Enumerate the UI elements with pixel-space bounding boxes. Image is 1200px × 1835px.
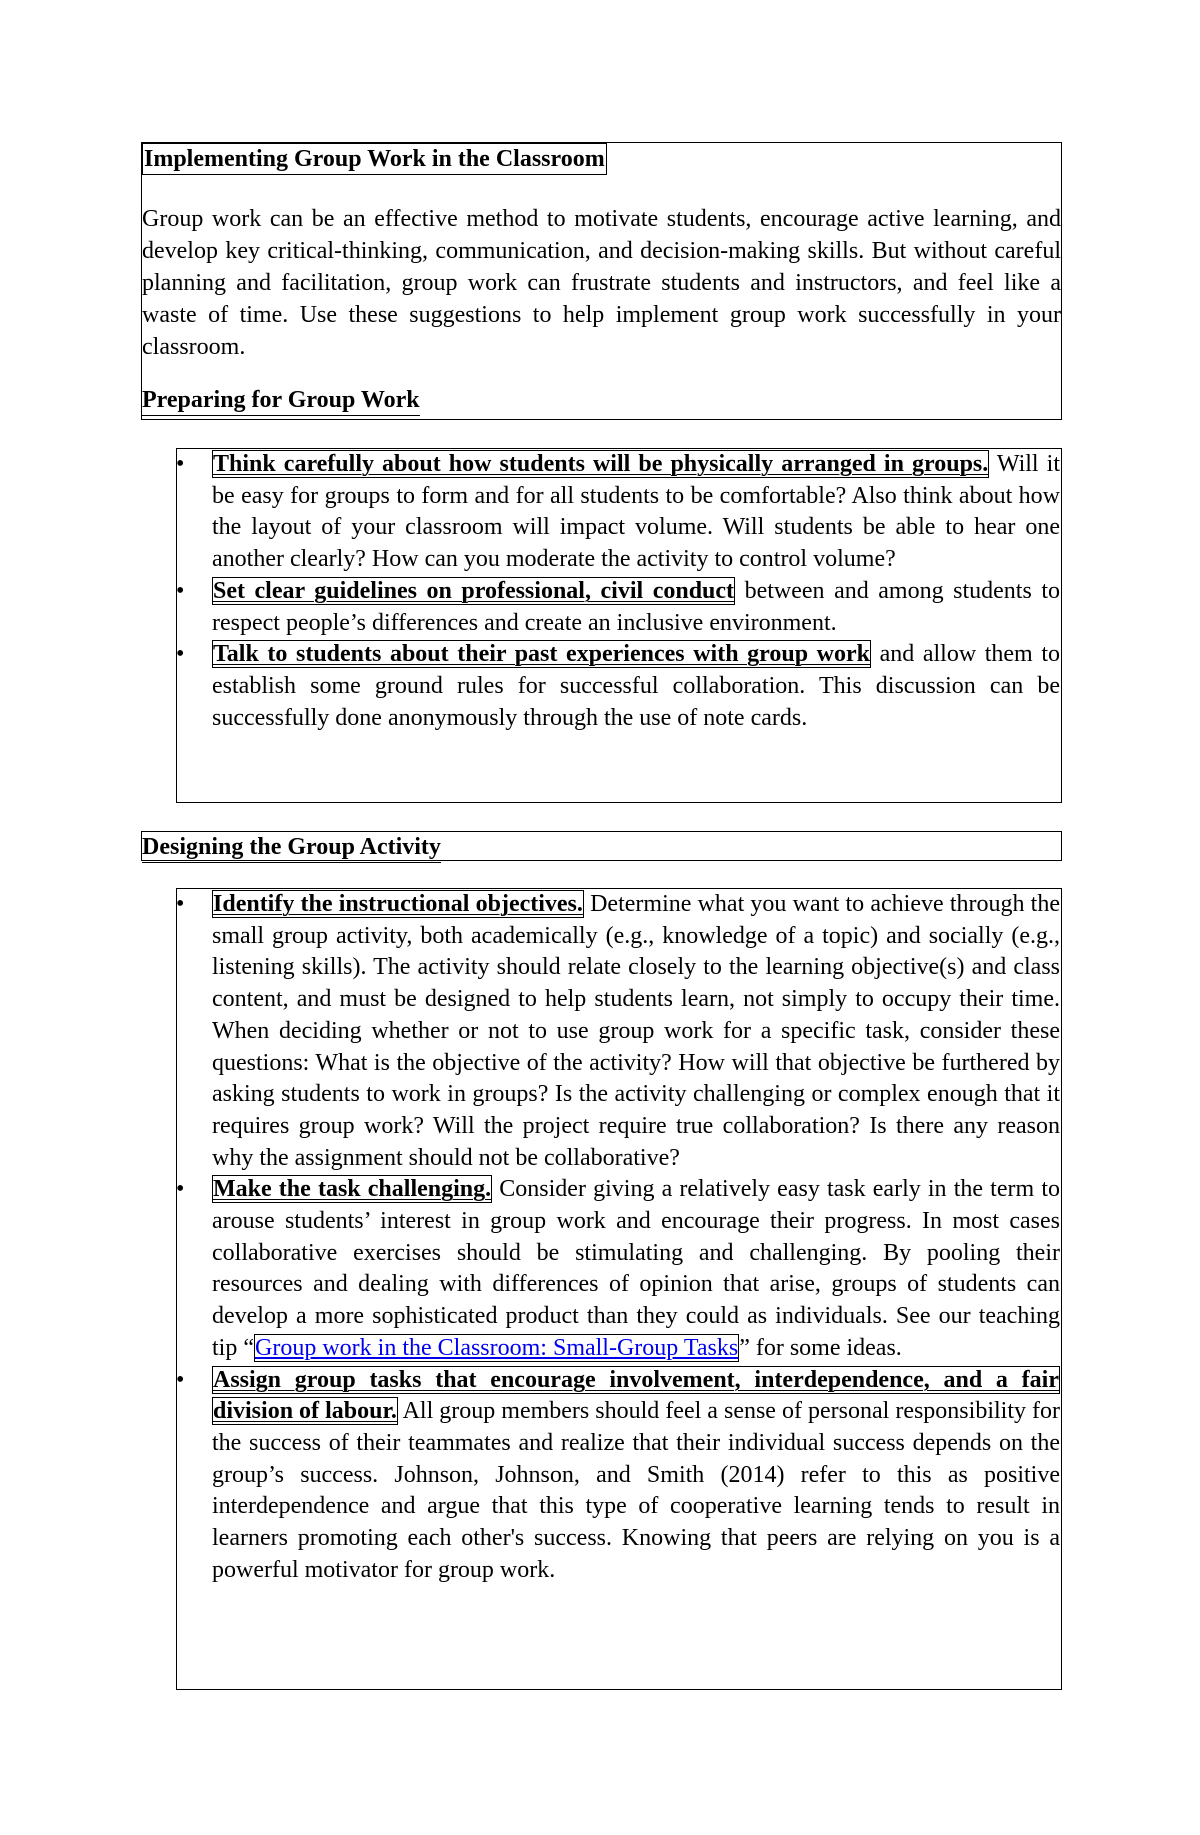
intro-paragraph: Group work can be an effective method to motivate students, encourage active learning, and develop key critical-thinking, communication, and decision-making skills. But without careful planning and facilitation, group work can frustrate students and instructors, and feel like a waste of time. Use these suggestions to help implement group work successfully in your classroom. (142, 206, 1061, 360)
bullet-icon: • (176, 891, 185, 917)
item-lead: Set clear guidelines on professional, civil conduct (213, 577, 735, 604)
bullet-icon: • (176, 1176, 185, 1203)
list-item (176, 576, 1060, 639)
list-item (176, 639, 1060, 734)
item-body-after-link: ” for some ideas. (739, 1334, 902, 1361)
item-lead: Think carefully about how students will be physically arranged in groups. (213, 451, 989, 477)
item-body: All group members should feel a sense of personal responsibility for the success of their teammates and realize that their individual success depends on the group’s success. Johnson, Johnson, and Smith (2014) refer to this as positive interdependence and argue that this type of cooperative learning tends to result in learners promoting each other's success. Knowing that peers are relying on you is a powerful motivator for group work. (212, 1398, 1060, 1583)
bullet-icon: • (176, 451, 185, 477)
item-body: Consider giving a relatively easy task early in the term to arouse students’ interest in group work and encourage their progress. In most cases collaborative exercises should be stimulating and challenging. By pooling their resources and dealing with differences of opinion that arise, groups of students can develop a more sophisticated product than they could as individuals. See our teaching tip “ (212, 1176, 1060, 1361)
intro-section (141, 142, 1062, 420)
item-body: between and among students to respect people’s differences and create an inclusive environment. (212, 577, 1061, 636)
item-lead: Make the task challenging. (213, 1176, 492, 1203)
bullet-icon: • (176, 1366, 185, 1393)
item-body: Will it be easy for groups to form and for all students to be comfortable? Also think about how the layout of your classroom will impact volume. Will students be able to hear one another clearly? How can you moderate the activity to control volume? (212, 451, 1060, 573)
list-item (176, 449, 1060, 576)
item-lead: Talk to students about their past experiences with group work (213, 641, 870, 668)
item-body: and allow them to establish some ground rules for successful collaboration. This discussion can be successfully done anonymously through the use of note cards. (212, 641, 1060, 731)
item-lead: Assign group tasks that encourage involvement, interdependence, and a fair division of labour. (213, 1366, 1059, 1425)
item-lead: Identify the instructional objectives. (213, 891, 583, 917)
list-item (176, 889, 1060, 1174)
designing-list (176, 889, 1060, 1586)
designing-heading-box (141, 831, 1062, 861)
list-item (176, 1365, 1060, 1587)
bullet-icon: • (176, 577, 185, 604)
preparing-list (176, 449, 1060, 734)
bullet-icon: • (176, 641, 185, 668)
group-work-tip-link[interactable]: Group work in the Classroom: Small-Group Tasks (255, 1334, 739, 1361)
item-body: Determine what you want to achieve through the small group activity, both academically (e.g., knowledge of a topic) and socially (e.g., listening skills). The activity should relate closely to the learning objective(s) and class content, and must be designed to help students learn, not simply to occupy their time. When deciding whether or not to use group work for a specific task, consider these questions: What is the objective of the activity? How will that objective be furthered by asking students to work in groups? Is the activity challenging or complex enough that it requires group work? Will the project require true collaboration? Is there any reason why the assignment should not be collaborative? (212, 891, 1061, 1171)
page-title: Implementing Group Work in the Classroom (142, 143, 607, 175)
list-item (176, 1174, 1060, 1364)
preparing-heading: Preparing for Group Work (142, 385, 420, 416)
designing-heading: Designing the Group Activity (142, 832, 441, 863)
